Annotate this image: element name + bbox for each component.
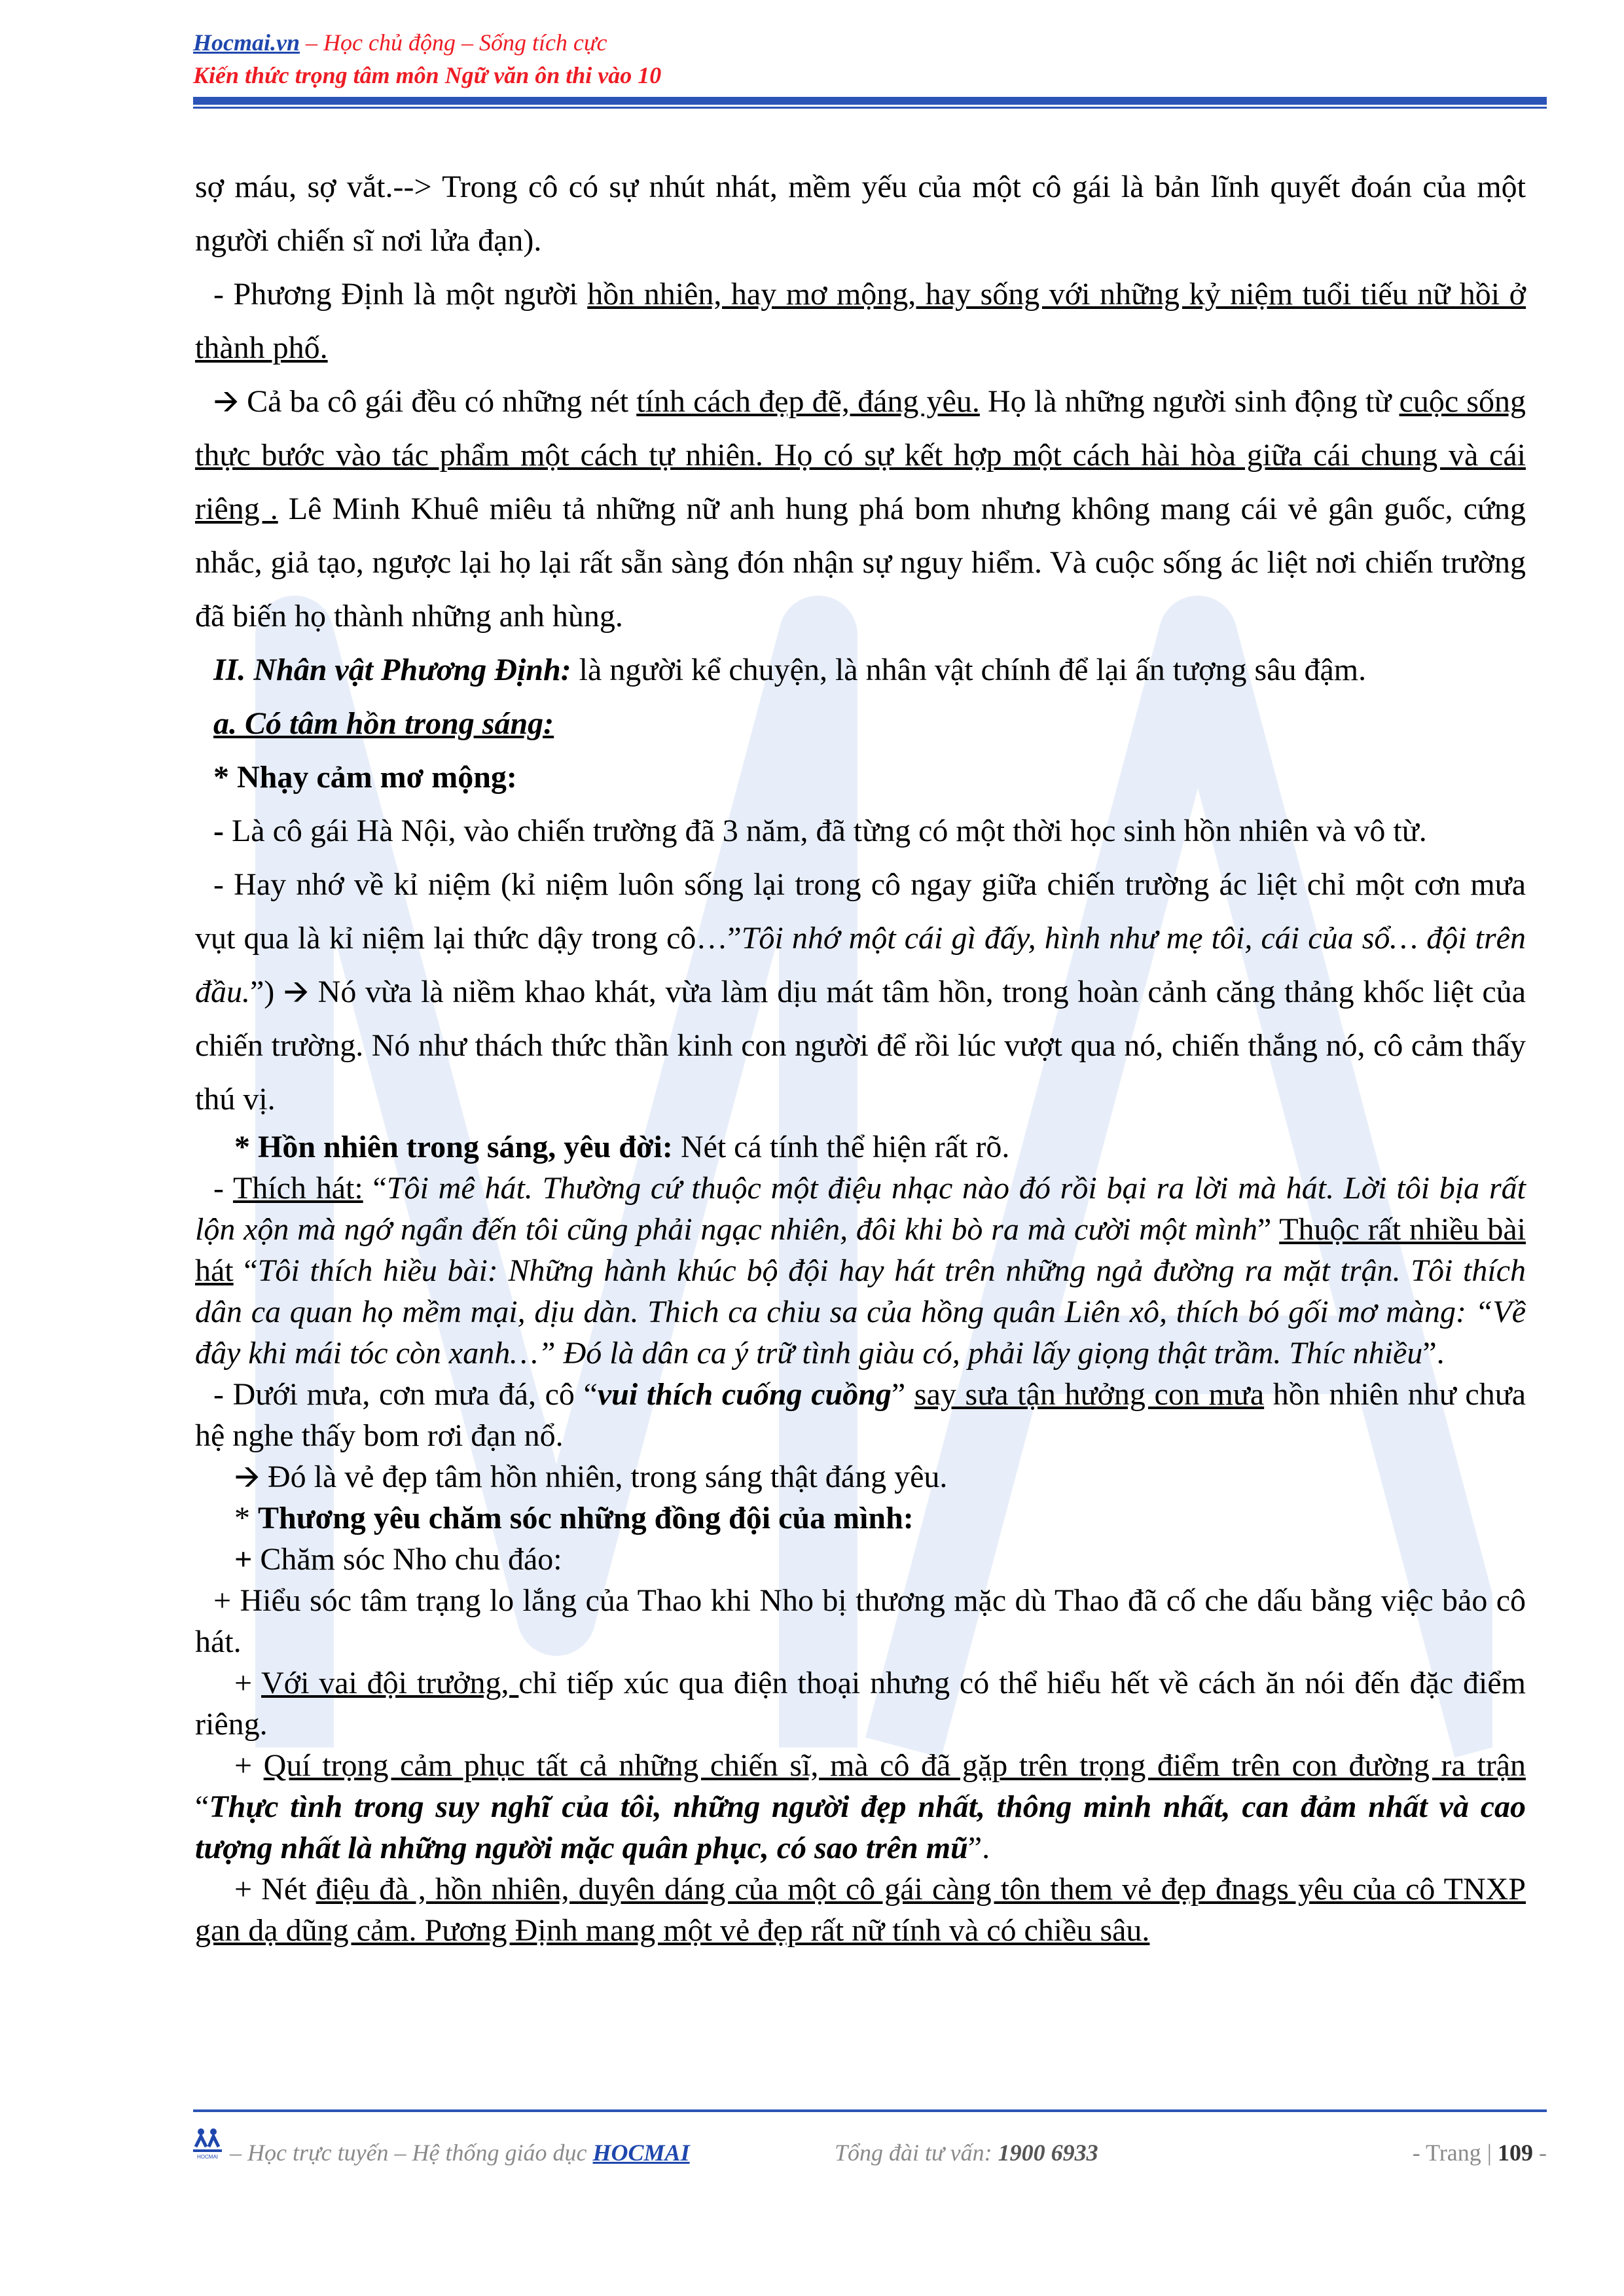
page-number: - Trang | 109 - xyxy=(1412,2140,1547,2166)
site-link[interactable]: Hocmai.vn xyxy=(193,29,300,56)
hocmai-logo-icon xyxy=(193,2127,222,2160)
section-heading: II. Nhân vật Phương Định: là người kể chuyện, là nhân vật chính để lại ấn tượng sâu đậm. xyxy=(213,653,1367,687)
subsection-heading: a. Có tâm hồn trong sáng: xyxy=(213,706,554,741)
svg-text:HOCMAI: HOCMAI xyxy=(197,2154,218,2160)
header-subtitle: Kiến thức trọng tâm môn Ngữ văn ôn thi vào 10 xyxy=(193,62,662,88)
point-heading: * Nhạy cảm mơ mộng: xyxy=(213,760,517,795)
paragraph: + Hiểu sóc tâm trạng lo lắng của Thao khi Nho bị thương mặc dù Thao đã cố che dấu bằng việc bảo cô hát. xyxy=(195,1583,1526,1659)
footer-brand-link[interactable]: HOCMAI xyxy=(592,2140,690,2166)
paragraph: + Nét điệu đà , hồn nhiên, duyên dáng của một cô gái càng tôn them vẻ đẹp đnags yêu của cô TNXP gan dạ dũng cảm. Pương Định mang một vẻ đẹp rất nữ tính và có chiều sâu. xyxy=(195,1872,1526,1948)
paragraph: + Chăm sóc Nho chu đáo: xyxy=(234,1542,562,1577)
paragraph: 🡪 Đó là vẻ đẹp tâm hồn nhiên, trong sáng thật đáng yêu. xyxy=(234,1460,948,1494)
content xyxy=(195,160,1526,1951)
header-rule-thick xyxy=(193,97,1547,105)
paragraph: - Thích hát: “Tôi mê hát. Thường cứ thuộc một điệu nhạc nào đó rồi bại ra lời mà hát. Lời tôi bịa rất lộn xộn mà ngớ ngẩn đến tôi cũng phải ngạc nhiên, đôi khi bò ra mà cười một mình” Thuộc rất nhiều bài hát “Tôi thích hiều bài: Những hành khúc bộ đội hay hát trên những ngả đường ra mặt trận. Tôi thích dân ca quan họ mềm mại, dịu dàn. Thich ca chiu sa của hồng quân Liên xô, thích bó gối mơ màng: “Về đây khi mái tóc còn xanh…” Đó là dân ca ý trữ tình giàu có, phải lấy giọng thật trầm. Thíc nhiều”. xyxy=(195,1171,1526,1371)
point-heading: * Thương yêu chăm sóc những đồng đội của mình: xyxy=(234,1501,914,1535)
paragraph: + Quí trọng cảm phục tất cả những chiến sĩ, mà cô đã gặp trên trọng điểm trên con đường ra trận “Thực tình trong suy nghĩ của tôi, những người đẹp nhất, thông minh nhất, can đảm nhất và cao tượng nhất là những người mặc quân phục, có sao trên mũ”. xyxy=(195,1748,1526,1865)
point-heading: * Hồn nhiên trong sáng, yêu đời: Nét cá tính thể hiện rất rõ. xyxy=(234,1130,1010,1164)
footer-hotline: Tổng đài tư vấn: 1900 6933 xyxy=(835,2140,1098,2166)
paragraph: - Dưới mưa, cơn mưa đá, cô “vui thích cuống cuồng” say sưa tận hưởng con mưa hồn nhiên như chưa hệ nghe thấy bom rơi đạn nổ. xyxy=(195,1377,1526,1453)
paragraph: - Hay nhớ về kỉ niệm (kỉ niệm luôn sống lại trong cô ngay giữa chiến trường ác liệt chỉ một cơn mưa vụt qua là kỉ niệm lại thức dậy trong cô…”Tôi nhớ một cái gì đấy, hình như mẹ tôi, cái của sổ… đội trên đầu.”) 🡪 Nó vừa là niềm khao khát, vừa làm dịu mát tâm hồn, trong hoàn cảnh căng thảng khốc liệt của chiến trường. Nó như thách thức thần kinh con người để rồi lúc vượt qua nó, chiến thắng nó, cô cảm thấy thú vị. xyxy=(195,867,1526,1117)
header-rule-thin xyxy=(193,107,1547,109)
header-slogan: – Học chủ động – Sống tích cực xyxy=(299,29,607,56)
page-footer xyxy=(193,2127,1547,2179)
header-line-1 xyxy=(193,26,1542,59)
paragraph: - Phương Định là một người hồn nhiên, hay mơ mộng, hay sống với những kỷ niệm tuổi tiếu nữ hồi ở thành phố. xyxy=(195,277,1526,365)
footer-rule xyxy=(193,2109,1547,2112)
paragraph: 🡪 Cả ba cô gái đều có những nét tính cách đẹp đẽ, đáng yêu. Họ là những người sinh động từ cuộc sống thực bước vào tác phẩm một cách tự nhiên. Họ có sự kết hợp một cách hài hòa giữa cái chung và cái riêng . Lê Minh Khuê miêu tả những nữ anh hung phá bom nhưng không mang cái vẻ gân guốc, cứng nhắc, giả tạo, ngược lại họ lại rất sẵn sàng đón nhận sự nguy hiểm. Và cuộc sống ác liệt nơi chiến trường đã biến họ thành những anh hùng. xyxy=(195,384,1526,634)
page-header xyxy=(193,26,1542,92)
footer-caption: – Học trực tuyến – Hệ thống giáo dục HOCMAI xyxy=(230,2140,690,2166)
paragraph: - Là cô gái Hà Nội, vào chiến trường đã 3 năm, đã từng có một thời học sinh hồn nhiên và vô từ. xyxy=(213,814,1427,848)
paragraph: + Với vai đội trưởng, chỉ tiếp xúc qua điện thoại nhưng có thể hiểu hết về cách ăn nói đến đặc điểm riêng. xyxy=(195,1666,1526,1742)
paragraph: sợ máu, sợ vắt.--> Trong cô có sự nhút nhát, mềm yếu của một cô gái là bản lĩnh quyết đoán của một người chiến sĩ nơi lửa đạn). xyxy=(195,170,1526,258)
